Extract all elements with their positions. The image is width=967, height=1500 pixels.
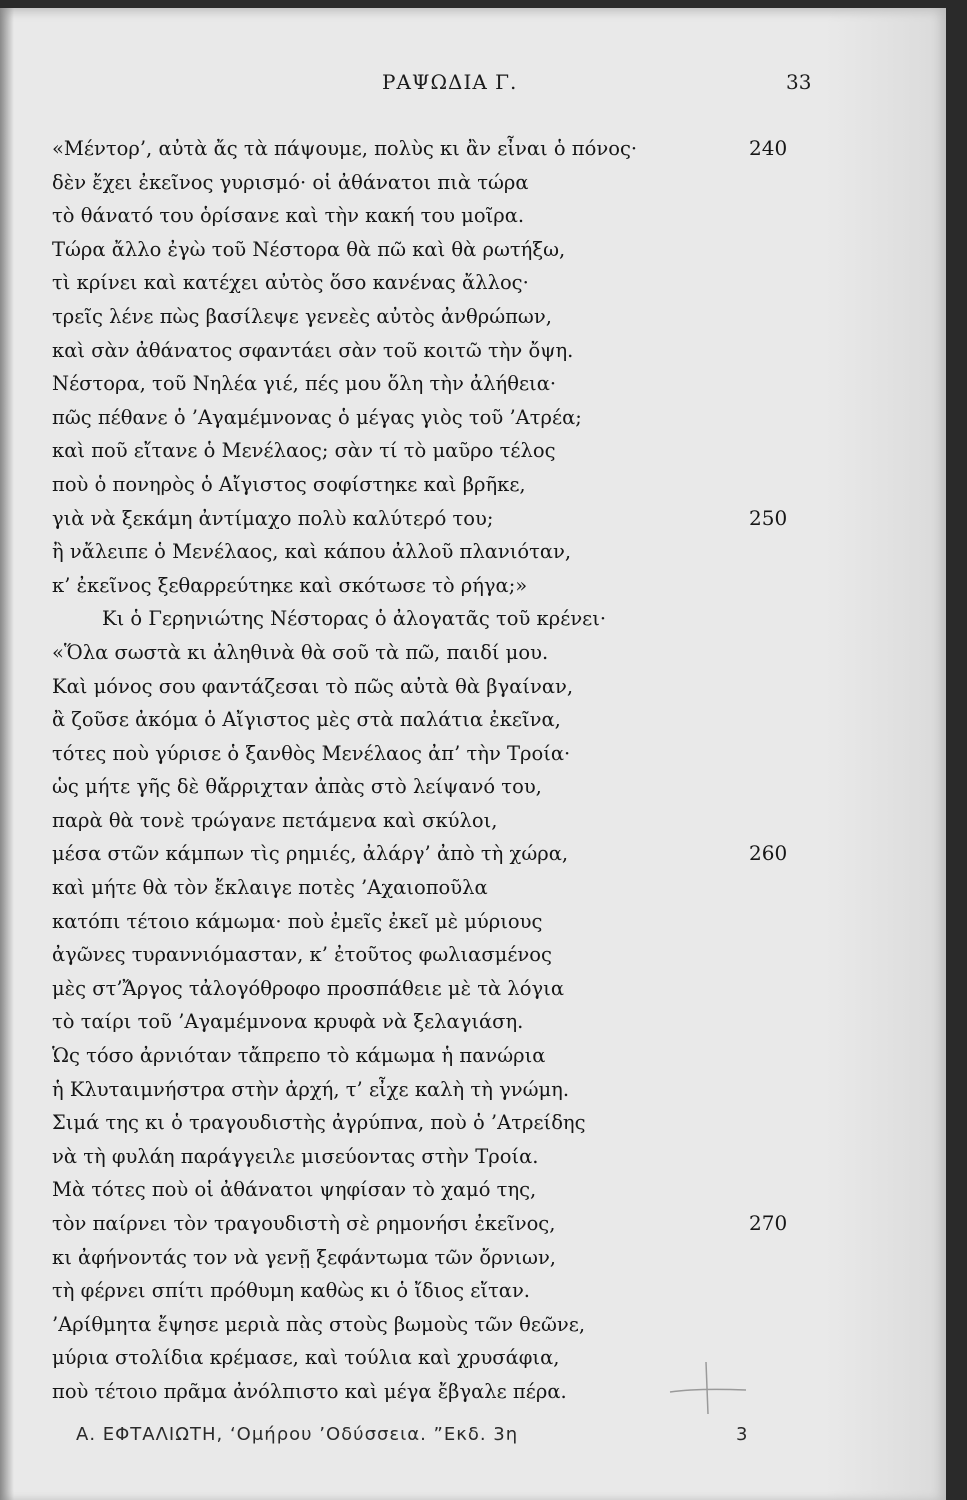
verse-text: ἂ ζοῦσε ἀκόμα ὁ Αἴγιστος μὲς στὰ παλάτια ἐκεῖνα, <box>52 708 561 732</box>
verse-text: κατόπι τέτοιο κάμωμα· ποὺ ἐμεῖς ἐκεῖ μὲ μύριους <box>52 909 543 933</box>
verse-line <box>52 1274 812 1308</box>
verse-line <box>52 468 812 502</box>
pencil-cross-mark <box>668 1358 748 1418</box>
verse-text: παρὰ θὰ τονὲ τρώγανε πετάμενα καὶ σκύλοι, <box>52 808 498 832</box>
verse-line <box>52 1241 812 1275</box>
verse-text: τότες ποὺ γύρισε ὁ ξανθὸς Μενέλαος ἀπ’ τὴν Τροία· <box>52 741 571 765</box>
verse-text: μὲς στ’Ἄργος τἀλογόθροφο προσπάθειε μὲ τὰ λόγια <box>52 976 564 1000</box>
verse-line <box>52 199 812 233</box>
verse-text: γιὰ νὰ ξεκάμη ἀντίμαχο πολὺ καλύτερό του; <box>52 506 494 530</box>
verse-line <box>52 972 812 1006</box>
verse-line <box>52 535 812 569</box>
verse-text: καὶ ποῦ εἴτανε ὁ Μενέλαος; σὰν τί τὸ μαῦρο τέλος <box>52 439 556 463</box>
verse-text: Ὡς τόσο ἀρνιόταν τἄπρεπο τὸ κάμωμα ἡ πανώρια <box>52 1044 546 1068</box>
line-number: 260 <box>749 841 788 866</box>
verse-line <box>52 334 812 368</box>
verse-text: τρεῖς λένε πὼς βασίλεψε γενεὲς αὐτὸς ἀνθρώπων, <box>52 304 552 328</box>
verse-text: τὸ θάνατό του ὁρίσανε καὶ τὴν κακή του μοῖρα. <box>52 204 525 228</box>
page-number: 33 <box>786 70 812 94</box>
verse-text: «Μέντορ’, αὐτὰ ἄς τὰ πάψουμε, πολὺς κι ἂν εἶναι ὁ πόνος· <box>52 137 638 160</box>
rhapsody-title: ΡΑΨΩΔΙΑ Γ. <box>382 70 518 94</box>
verse-line <box>52 1308 812 1342</box>
verse-line <box>52 569 812 603</box>
verse-text: δὲν ἔχει ἐκεῖνος γυρισμό· οἱ ἀθάνατοι πιὰ τώρα <box>52 170 529 194</box>
verse-line <box>52 602 812 636</box>
verse-text: μύρια στολίδια κρέμασε, καὶ τούλια καὶ χρυσάφια, <box>52 1346 560 1370</box>
verse-line <box>52 266 812 300</box>
verse-text: ἡ Κλυταιμνήστρα στὴν ἀρχή, τ’ εἶχε καλὴ τὴ γνώμη. <box>52 1077 570 1101</box>
verse-text: Σιμά της κι ὁ τραγουδιστὴς ἀγρύπνα, ποὺ ὁ ’Ατρείδης <box>52 1111 586 1135</box>
verse-text: κ’ ἐκεῖνος ξεθαρρεύτηκε καὶ σκότωσε τὸ ρήγα;» <box>52 573 528 597</box>
verse-text: ἀγῶνες τυραννιόμασταν, κ’ ἐτοῦτος φωλιασμένος <box>52 943 552 967</box>
verse-block <box>52 132 812 1409</box>
verse-text: καὶ σὰν ἀθάνατος σφαντάει σὰν τοῦ κοιτῶ τὴν ὄψη. <box>52 338 574 362</box>
verse-line <box>52 938 812 972</box>
verse-text: Κι ὁ Γερηνιώτης Νέστορας ὁ ἀλογατᾶς τοῦ κρένει· <box>102 607 607 631</box>
verse-line <box>52 804 812 838</box>
verse-line <box>52 166 812 200</box>
verse-line <box>52 703 812 737</box>
verse-text: ἢ νἄλειπε ὁ Μενέλαος, καὶ κάπου ἀλλοῦ πλανιόταν, <box>52 540 572 564</box>
verse-text: Τώρα ἄλλο ἐγὼ τοῦ Νέστορα θὰ πῶ καὶ θὰ ρωτήξω, <box>52 237 566 261</box>
verse-text: Μὰ τότες ποὺ οἱ ἀθάνατοι ψηφίσαν τὸ χαμό της, <box>52 1178 537 1202</box>
verse-line <box>52 1173 812 1207</box>
verse-text: τὸ ταίρι τοῦ ’Αγαμέμνονα κρυφὰ νὰ ξελαγιάση. <box>52 1010 524 1034</box>
verse-text: τὴ φέρνει σπίτι πρόθυμη καθὼς κι ὁ ἴδιος εἴταν. <box>52 1279 530 1303</box>
verse-line <box>52 1073 812 1107</box>
verse-line <box>52 1005 812 1039</box>
line-number: 240 <box>749 136 788 160</box>
verse-text: Νέστορα, τοῦ Νηλέα γιέ, πές μου ὅλη τὴν ἀλήθεια· <box>52 372 557 396</box>
verse-text: νὰ τὴ φυλάη παράγγειλε μισεύοντας στὴν Τροία. <box>52 1144 539 1168</box>
verse-text: ποὺ τέτοιο πρᾶμα ἀνόλπιστο καὶ μέγα ἔβγαλε πέρα. <box>52 1379 567 1403</box>
verse-line <box>52 636 812 670</box>
verse-line <box>52 770 812 804</box>
verse-line <box>52 401 812 435</box>
verse-text: τὶ κρίνει καὶ κατέχει αὐτὸς ὅσο κανένας ἄλλος· <box>52 271 529 295</box>
verse-text: «Ὅλα σωστὰ κι ἀληθινὰ θὰ σοῦ τὰ πῶ, παιδί μου. <box>52 640 549 664</box>
edition-imprint: Α. ΕΦΤΑΛΙΩΤΗ, ‘Ομήρου ’Οδύσσεια. ”Εκδ. 3η <box>76 1424 519 1445</box>
page-edge-shade <box>826 8 946 1500</box>
signature-mark: 3 <box>736 1424 748 1445</box>
verse-line <box>52 905 812 939</box>
verse-text: ’Αρίθμητα ἔψησε μεριὰ πὰς στοὺς βωμοὺς τῶν θεῶνε, <box>52 1312 586 1336</box>
verse-text: μέσα στῶν κάμπων τὶς ρημιές, ἀλάργ’ ἀπὸ τὴ χώρα, <box>52 842 569 866</box>
verse-text: τὸν παίρνει τὸν τραγουδιστὴ σὲ ρημονήσι ἐκεῖνος, <box>52 1212 556 1235</box>
verse-line <box>52 737 812 771</box>
running-header <box>0 70 946 100</box>
verse-text: πῶς πέθανε ὁ ’Αγαμέμνονας ὁ μέγας γιὸς τοῦ ’Ατρέα; <box>52 405 582 429</box>
verse-text: ὡς μήτε γῆς δὲ θἄρριχταν ἀπὰς στὸ λείψανό του, <box>52 775 542 799</box>
book-page <box>0 8 946 1500</box>
verse-line <box>52 1106 812 1140</box>
verse-line <box>52 837 812 871</box>
verse-line <box>52 871 812 905</box>
verse-line <box>52 670 812 704</box>
verse-line <box>52 300 812 334</box>
verse-line <box>52 233 812 267</box>
verse-text: κι ἀφήνοντάς τον νὰ γενῇ ξεφάντωμα τῶν ὄρνιων, <box>52 1245 557 1269</box>
verse-line <box>52 367 812 401</box>
verse-text: καὶ μήτε θὰ τὸν ἔκλαιγε ποτὲς ’Αχαιοποῦλα <box>52 876 488 900</box>
verse-line <box>52 132 812 166</box>
verse-line <box>52 1140 812 1174</box>
line-number: 270 <box>749 1211 788 1235</box>
gutter-shadow <box>0 8 14 1500</box>
verse-line <box>52 434 812 468</box>
verse-line <box>52 1207 812 1241</box>
verse-line <box>52 502 812 536</box>
verse-text: Καὶ μόνος σου φαντάζεσαι τὸ πῶς αὐτὰ θὰ βγαίναν, <box>52 674 574 698</box>
line-number: 250 <box>749 505 788 530</box>
verse-text: ποὺ ὁ πονηρὸς ὁ Αἴγιστος σοφίστηκε καὶ βρῆκε, <box>52 472 526 496</box>
verse-line <box>52 1039 812 1073</box>
